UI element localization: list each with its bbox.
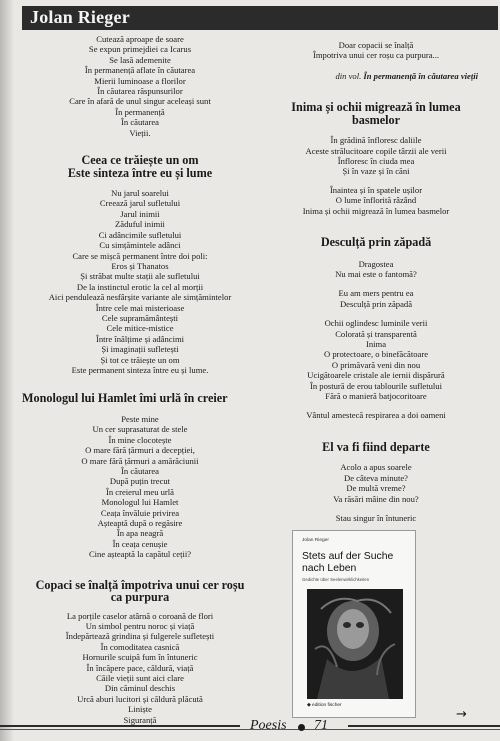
verse-line: Care în afară de unul singur aceleași sunt bbox=[69, 96, 211, 107]
book-author: Jolan Rieger bbox=[302, 538, 329, 543]
author-header-bar bbox=[22, 6, 498, 30]
verse-line: Jarul inimii bbox=[120, 208, 160, 219]
verse-line: Din căminul deschis bbox=[104, 683, 176, 694]
verse-line: Liniște bbox=[128, 704, 152, 715]
verse-line: Care se mișcă permanent între doi poli: bbox=[72, 250, 208, 261]
book-title-line: nach Leben bbox=[302, 563, 357, 574]
poem-title: Ceea ce trăiește un om bbox=[81, 153, 199, 168]
verse-line: La porțile caselor atârnă o coroană de flori bbox=[66, 610, 214, 621]
verse-line: În permanență bbox=[115, 106, 165, 117]
book-title bbox=[302, 551, 393, 575]
journal-name: Poesis bbox=[250, 718, 287, 733]
verse-line: Fără o manieră batjocoritoare bbox=[325, 391, 427, 402]
verse-line: Ceața învăluie privirea bbox=[100, 507, 180, 518]
verse-line: Eros și Thanatos bbox=[111, 260, 169, 271]
page-number: 71 bbox=[314, 718, 328, 733]
verse-line: Nu mai este o fantomă? bbox=[335, 268, 417, 279]
verse-line: Stau singur în întuneric bbox=[335, 512, 417, 523]
verse-line: Desculță prin zăpadă bbox=[339, 298, 413, 309]
verse-line: În ceața cenușie bbox=[112, 538, 168, 549]
verse-line: Un simbol pentru noroc și viață bbox=[85, 620, 195, 631]
verse-line: Ci adâncimile sufletului bbox=[98, 229, 182, 240]
poem-descalta-prin-zapada bbox=[260, 236, 492, 421]
verse-line: Vântul amestecă respirarea a doi oameni bbox=[306, 410, 446, 421]
verse-line: Peste mine bbox=[121, 413, 159, 424]
verse-line: Cine așteaptă la capătul ceții? bbox=[88, 549, 192, 560]
verse-line: Inima bbox=[365, 339, 387, 349]
verse-line: O primăvară veni din nou bbox=[331, 359, 421, 370]
verse-line: Zăduful inimii bbox=[115, 219, 165, 230]
verse-line: Înfloresc în ciuda mea bbox=[337, 156, 415, 167]
verse-line: Și imaginații sufletești bbox=[101, 344, 179, 355]
verse-line: Cu simțămintele adânci bbox=[99, 240, 181, 251]
source-citation bbox=[260, 71, 492, 81]
verse-line: Aceste strălucitoare copile târzii ale verii bbox=[305, 145, 447, 156]
verse-line: În căutarea răspunsurilor bbox=[97, 86, 183, 97]
publisher-name: edition fischer bbox=[312, 703, 342, 708]
poem-monologul-lui-hamlet bbox=[22, 392, 258, 559]
verse-line: Și tot ce trăiește un om bbox=[100, 354, 180, 365]
verse-line: În mine clocotește bbox=[108, 434, 172, 445]
verse-line: Colorată și transparentă bbox=[335, 328, 417, 339]
verse-line: De câteva minute? bbox=[344, 472, 408, 483]
footer-rule bbox=[348, 725, 500, 727]
verse-line: În permanență aflate în căutarea bbox=[84, 65, 196, 76]
next-page-arrow-icon: → bbox=[456, 707, 467, 722]
verse-line: Cele supramământești bbox=[101, 312, 179, 323]
verse-line: Este permanent sinteza între eu și lume. bbox=[71, 364, 209, 375]
verse-line: În căutarea bbox=[121, 465, 159, 476]
poem-continuation-right bbox=[260, 40, 492, 81]
author-name: Jolan Rieger bbox=[30, 7, 130, 27]
cover-artwork bbox=[307, 589, 403, 699]
verse-line: Între înălțime și adâncimi bbox=[95, 333, 185, 344]
poem-title: Copaci se înalță împotriva unui cer roșu bbox=[35, 577, 245, 592]
verse-line: Urcă aburi lucitori și căldură plăcută bbox=[77, 693, 203, 704]
verse-line: După puțin trecut bbox=[109, 476, 171, 487]
poem-copaci-se-inalta bbox=[22, 579, 258, 725]
verse-line: Mierii luminoase a florilor bbox=[94, 75, 186, 86]
bullet-dot bbox=[298, 724, 305, 731]
poem-el-va-fi-fiind-departe bbox=[260, 441, 492, 524]
verse-line: În creierul meu urlă bbox=[106, 486, 174, 497]
verse-line: În postură de erou tablourile sufletului bbox=[310, 380, 442, 391]
verse-line: Siguranță bbox=[123, 714, 157, 725]
cover-artwork-image bbox=[307, 589, 403, 699]
verse-line: O protectoare, o binefăcătoare bbox=[323, 349, 429, 360]
verse-line: Vieții. bbox=[129, 127, 151, 138]
verse-line: Doar copacii se înalță bbox=[338, 40, 414, 50]
source-title: În permanență în căutarea vieții bbox=[363, 70, 478, 81]
book-cover bbox=[292, 530, 416, 718]
verse-line: Îndepărtează grindina și fulgerele sufletești bbox=[65, 631, 215, 642]
verse-line: Inima și ochii migrează în lumea basmelor bbox=[302, 205, 450, 216]
poem-title: Desculță prin zăpadă bbox=[320, 235, 432, 250]
footer-rule bbox=[0, 725, 240, 727]
verse-line: Eu am mers pentru ea bbox=[338, 288, 414, 299]
poem-title: ca purpura bbox=[110, 590, 170, 605]
verse-line: Creează jarul sufletului bbox=[99, 198, 181, 209]
poem-ceea-ce-traieste bbox=[22, 154, 258, 375]
page-gutter bbox=[0, 0, 14, 741]
verse-line: O lume înflorită râzând bbox=[335, 195, 417, 206]
verse-line: Acolo a apus soarele bbox=[340, 462, 412, 473]
poem-title: El va fi fiind departe bbox=[322, 439, 430, 454]
verse-line: Ucigătoarele cristale ale iernii dispărură bbox=[307, 370, 445, 381]
left-column bbox=[22, 34, 258, 725]
verse-line: Hornurile scuipă fum în întuneric bbox=[82, 652, 198, 663]
poem-title: Inima și ochii migrează în lumea bbox=[291, 100, 461, 115]
verse-line: În comoditatea casnică bbox=[100, 641, 180, 652]
poem-title: basmelor bbox=[351, 112, 401, 127]
verse-line: O mare fără țărmuri a amărăciunii bbox=[81, 455, 199, 466]
verse-line: Înaintea și în spatele ușilor bbox=[329, 184, 423, 195]
source-prefix: din vol. bbox=[335, 70, 364, 81]
verse-line: Și în vaze și în căni bbox=[342, 166, 410, 177]
verse-line: De la instinctul erotic la cel al morții bbox=[76, 281, 204, 292]
verse-line: Între cele mai misterioase bbox=[95, 302, 185, 313]
verse-line: Împotriva unui cer roșu ca purpura... bbox=[313, 50, 439, 61]
verse-line: De multă vreme? bbox=[346, 483, 406, 494]
book-subtitle: Gedichte über Seelenwirklichkeiten bbox=[302, 577, 370, 582]
verse-line: Cele mitice-mistice bbox=[106, 323, 174, 334]
verse-line: Cutează aproape de soare bbox=[96, 34, 184, 44]
verse-line: În căutarea bbox=[121, 117, 159, 128]
verse-line: În grădină înfloresc daliile bbox=[330, 135, 422, 146]
verse-line: O mare fără țărmuri a decepției, bbox=[85, 445, 195, 456]
verse-line: Și străbat multe stații ale sufletului bbox=[80, 271, 200, 282]
verse-line: Așteaptă după o regăsire bbox=[97, 517, 183, 528]
verse-line: În apa neagră bbox=[116, 528, 164, 539]
verse-line: Ochii oglindesc luminile verii bbox=[324, 318, 428, 329]
verse-line: Se expun primejdiei ca Icarus bbox=[88, 44, 192, 55]
book-publisher: ◆ edition fischer bbox=[307, 703, 342, 708]
verse-line: Dragostea bbox=[358, 258, 394, 269]
poem-inima-si-ochii bbox=[260, 101, 492, 216]
verse-line: Se lasă ademenite bbox=[109, 54, 171, 65]
verse-line: Un cer suprasaturat de stele bbox=[92, 424, 188, 435]
poem-title: Monologul lui Hamlet îmi urlă în creier bbox=[22, 391, 228, 406]
verse-line: Aici pendulează nesfârșite variante ale simțămintelor bbox=[48, 292, 232, 303]
book-title-line: Stets auf der Suche bbox=[302, 551, 394, 562]
poem-continuation bbox=[22, 34, 258, 138]
verse-line: Va răsări mâine din nou? bbox=[333, 493, 419, 504]
verse-line: În încăpere pace, căldură, viață bbox=[86, 662, 194, 673]
verse-line: Nu jarul soarelui bbox=[111, 188, 169, 199]
verse-line: Căile vieții sunt aici clare bbox=[96, 673, 184, 683]
poem-title: Este sinteza între eu și lume bbox=[67, 165, 213, 180]
right-column bbox=[260, 40, 492, 523]
verse-line: Monologul lui Hamlet bbox=[101, 497, 179, 508]
